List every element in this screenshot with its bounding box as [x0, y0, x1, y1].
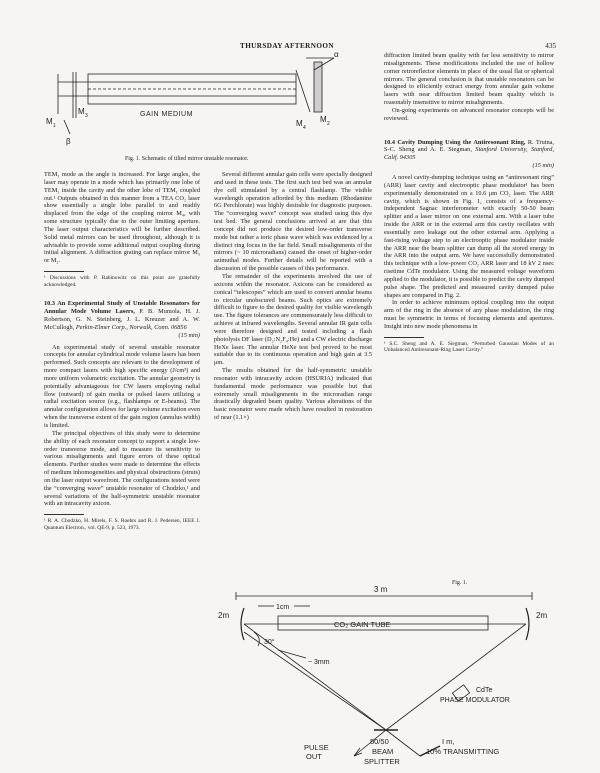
page-number: 435	[545, 42, 556, 50]
label-2m-right: 2m	[536, 611, 548, 620]
paragraph: In order to achieve minimum optical coupling into the output arm of the ring in the absence of any phase modulation, the ring must be symmetric in terms of focusing elements and apertures. Insight into new mode phenomena in	[384, 299, 554, 330]
running-header: THURSDAY AFTERNOON	[240, 42, 334, 50]
section-affiliation: Stanford University, Stanford, Calif. 94305	[384, 146, 554, 162]
footnote: ¹ S.C. Sheng and A. E. Siegman, “Perturbed Gaussian Modes of an Unbalanced Antiresonant-Ring Laser Cavity.”	[384, 340, 554, 354]
footnote: ¹ Discussions with P. Rabinowitz on this point are gratefully acknowledged.	[44, 275, 200, 288]
footnote-rule	[44, 514, 84, 515]
svg-text:3: 3	[85, 113, 88, 119]
column-left	[44, 171, 200, 531]
label-m4: M	[296, 119, 303, 128]
label-cdte: CdTe	[476, 687, 493, 694]
paragraph: The results obtained for the half-symmetric unstable resonator with intracavity axicon (HSURIA) indicated that fundamental mode performance was possible but that extremely small misalignments in the microradian range drastically degraded beam quality. Various alterations of the basic resonator were made which have resulted in restoration of near (1.1×)	[214, 367, 372, 422]
footnote: ¹ R. A. Chodzko, H. Mirels, F. S. Roehrs and R. J. Pedersen, IEEE J. Quantum Electron., vol. QE-9, p. 523, 1973.	[44, 518, 200, 531]
paragraph: The remainder of the experiments involved the use of axicons within the resonator. Axicons can be considered as conical “telescopes” which are used to convert annular beams to circular unobscured beams. Such optics are extremely difficult to figure to the desired quality for visible wavelength use. The figure tolerances are commensurately less difficult to achieve at infrared wavelengths. Several annular IR gain cells were therefore designed and tested including a flash photolysis DF laser (D₂:N₂F₄:He) and a CW electric discharge HeXe laser. The annular HeXe test bed proved to be most suitable due to its continuous operation and high gain at 3.5 μm.	[214, 272, 372, 367]
label-1m: I m,	[442, 737, 455, 746]
label-gain-tube: CO₂ GAIN TUBE	[334, 620, 391, 629]
figure-resonator-schematic	[44, 52, 374, 154]
label-3m: 3 m	[374, 585, 388, 594]
label-alpha: α	[334, 52, 339, 59]
label-beta: β	[66, 137, 71, 146]
label-angle: 30°	[264, 639, 275, 646]
label-transmitting: 10% TRANSMITTING	[426, 747, 500, 756]
label-splitter: SPLITTER	[364, 757, 400, 766]
section-authors: R. Trutna, S-C. Sheng and A. E. Siegman,	[384, 138, 555, 154]
section-title: 10.4 Cavity Dumping Using the Antiresonant Ring,	[384, 138, 526, 146]
section-title: 10.3 An Experimental Study of Unstable Resonators for Annular Mode Volume Lasers,	[44, 300, 200, 316]
label-1cm: 1cm	[276, 604, 290, 611]
label-gain-medium: GAIN MEDIUM	[140, 111, 193, 118]
label-50-50: 50/50	[370, 737, 389, 746]
figure2-caption: Fig. 1.	[452, 580, 468, 586]
label-beam: BEAM	[372, 747, 394, 756]
mirror-left-2m	[241, 608, 244, 640]
column-middle	[214, 171, 372, 422]
paragraph: A novel cavity-dumping technique using an “antiresonant ring” (ARR) laser cavity and electrooptic phase modulator¹ has been experimentally demonstrated on a 10.6 μm CO₂ laser. The ARR cavity, which is shown in Fig. 1, consists of a frequency-independent Sagnac interferometer with exactly 50-50 beam splitter and a laser mirror on one external arm. With a laser tube inside the ARR or in the external arm this cavity oscillates with essentially zero leakage out the other external arm. Applying a fast-rising voltage step to an electrooptic phase modulator inside the ARR near the beam splitter can dump all the stored energy in the ARR into the output arm. We have successfully demonstrated this technique with a low-power CO₂ ARR laser and 18 kV 2 nsec risetime CdTe modulator. Using the measured voltage waveform applied to the modulator, it is possible to predict the cavity dumped pulse shape. The predicted and measured cavity dumped pulse shapes are compared in Fig. 2.	[384, 173, 554, 299]
label-m3: M	[78, 107, 85, 116]
figure1-caption: Fig. 1. Schematic of tilted mirror unstable resonator.	[125, 156, 249, 162]
label-3mm: ~ 3mm	[308, 659, 330, 666]
svg-text:4: 4	[303, 125, 306, 131]
paragraph: The principal objectives of this study were to determine the ability of each resonator concept to support a single low-order transverse mode, and to measure its sensitivity to various misalignments and figure errors of these optical elements. Further studies were made to determine the effects of medium inhomogeneities and physical obstructions (struts) on the laser output wavefront. The configurations tested were the “converging wave” unstable resonator of Chodzko,¹ and several variations of the half-symmetric unstable resonator with an intracavity axicon.	[44, 429, 200, 508]
paragraph: An experimental study of several unstable resonator concepts for annular cylindrical mode volume lasers has been performed. Such concepts are relevant to the development of more compact lasers with high specific energy (J/cm³) and more uniform volumetric excitation. The annular geometry is potentially advantageous for CW lasers employing radial flow (outward) of gain media or pulsed lasers utilizing a radial excitation source (e.g., flashlamps or E-beams). The annular configuration allows for large volume excitation even when the transverse extent of the gain region (annulus width) is limited.	[44, 343, 200, 429]
label-m1: M	[46, 117, 53, 126]
label-2m-left: 2m	[218, 611, 230, 620]
section-authors: P. B. Mumola, H. J. Robertson, G. N. Steinberg, J. L. Kreuzer and A. W. McCullogh,	[44, 308, 200, 331]
label-m2: M	[320, 115, 327, 124]
mirror-m4	[296, 70, 310, 112]
mirror-right-2m	[526, 608, 529, 640]
section-affiliation: Perkin-Elmer Corp., Norwalk, Conn. 06856	[75, 323, 187, 331]
svg-text:2: 2	[327, 121, 330, 127]
column-right	[384, 52, 554, 354]
footnote-rule	[44, 271, 84, 272]
label-out: OUT	[306, 752, 322, 761]
figure-antiresonant-ring	[214, 580, 558, 770]
section-time: (15 min)	[178, 331, 200, 339]
svg-text:1: 1	[53, 123, 56, 129]
paragraph: Several different annular gain cells were specially designed and used in these tests. The first such test bed was an annular dye cell stimulated by a central flashlamp. The visible wavelength operation afforded by this medium (Rhodamine 6G Perchlorate) was highly desirable for diagnostic purposes. The “converging wave” concept was studied using this dye test bed. The general conclusions arrived at are that this concept did not produce the desired low-order transverse mode but rather a toric phase wave which was evidenced by a distinct ring focus in the far field. Small misalignments of the mirrors (~ 10 microradians) caused the onset of higher-order azimuthal modes. Further details will be reported with a discussion of the possible causes of this performance.	[214, 171, 372, 273]
paragraph: diffraction limited beam quality with far less sensitivity to mirror misalignments. These modifications included the use of hollow corner retroreflector elements in place of the usual flat or spherical mirrors. The general conclusion is that unstable resonators can be designed to efficiently extract energy from annular gain volume lasers with near diffraction limited beam quality which is reasonably insensitive to mirror misalignments.	[384, 52, 554, 107]
paragraph: On-going experiments on advanced resonator concepts will be reviewed.	[384, 106, 554, 122]
section-time: (15 min)	[532, 162, 554, 170]
paragraph: TEM₁ mode as the angle is increased. For large angles, the laser may operate in a mode which has primarily one lobe of TEM₁ inside the cavity and the other lobe of TEM₁ coupled out.¹ Outputs obtained in this manner from a TEA CO₂ laser show essentially a single lobe parallel to and readily displaced from the edge of the coupling mirror M₄, with some structure typically due to the outer limiting aperture. The laser output characteristics will be further described. Solid metal mirrors can be used throughout, although it is advisable to provide some additional output coupling during initial alignment. A diffraction grating can replace mirror M₃ or M₂.	[44, 171, 200, 265]
footnote-rule	[384, 337, 424, 338]
label-pulse: PULSE	[304, 743, 329, 752]
label-phase-modulator: PHASE MODULATOR	[440, 697, 510, 704]
